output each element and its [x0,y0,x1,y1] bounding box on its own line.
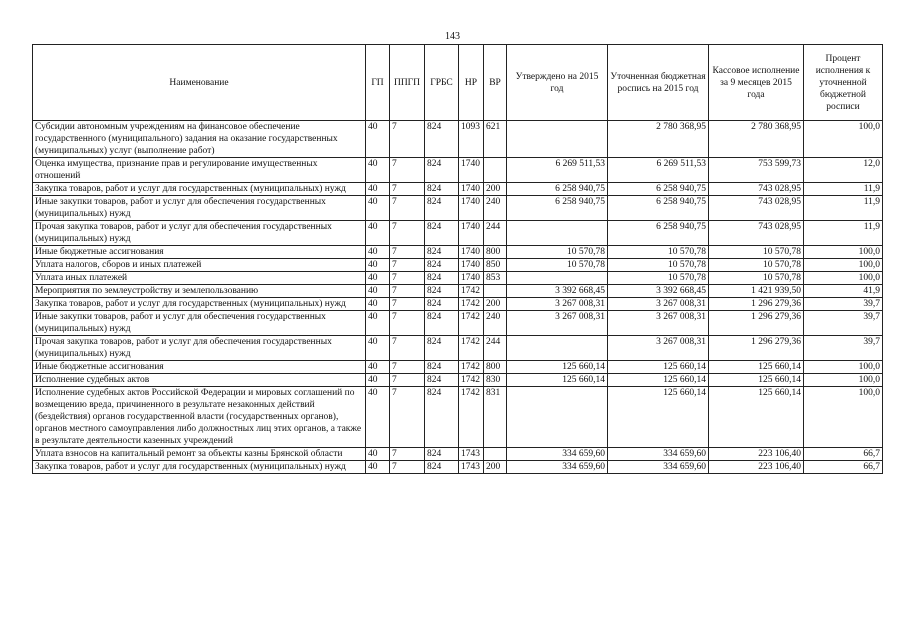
table-row [33,259,883,272]
cell-name: Прочая закупка товаров, работ и услуг для обеспечения государственных (муниципальных) нужд [33,221,366,246]
cell-approved: 125 660,14 [507,374,608,387]
cell-percent: 66,7 [804,461,883,474]
cell-gp: 40 [366,461,390,474]
cell-name: Оценка имущества, признание прав и регулирование имущественных отношений [33,158,366,183]
cell-percent: 100,0 [804,374,883,387]
table-row [33,448,883,461]
table-row [33,196,883,221]
cell-np: 1740 [459,158,484,183]
cell-ppgp: 7 [390,121,425,158]
cell-vr: 800 [484,246,507,259]
cell-np: 1742 [459,298,484,311]
cell-ppgp: 7 [390,336,425,361]
cell-refined: 2 780 368,95 [608,121,709,158]
cell-percent: 66,7 [804,448,883,461]
cell-vr: 800 [484,361,507,374]
table-row [33,361,883,374]
table-row [33,336,883,361]
cell-vr: 244 [484,221,507,246]
cell-grbs: 824 [425,374,459,387]
cell-approved: 6 258 940,75 [507,183,608,196]
cell-cash: 1 296 279,36 [709,336,804,361]
cell-refined: 6 258 940,75 [608,196,709,221]
cell-refined: 334 659,60 [608,448,709,461]
table-row [33,461,883,474]
cell-cash: 1 421 939,50 [709,285,804,298]
cell-vr: 850 [484,259,507,272]
cell-approved: 6 269 511,53 [507,158,608,183]
cell-percent: 39,7 [804,336,883,361]
cell-np: 1740 [459,183,484,196]
cell-ppgp: 7 [390,298,425,311]
cell-gp: 40 [366,246,390,259]
table-row [33,121,883,158]
budget-table [32,44,883,474]
cell-gp: 40 [366,158,390,183]
cell-ppgp: 7 [390,183,425,196]
header-approved: Утверждено на 2015 год [507,45,608,121]
cell-np: 1740 [459,246,484,259]
cell-ppgp: 7 [390,272,425,285]
cell-grbs: 824 [425,461,459,474]
cell-refined: 3 392 668,45 [608,285,709,298]
cell-ppgp: 7 [390,374,425,387]
cell-grbs: 824 [425,336,459,361]
cell-ppgp: 7 [390,196,425,221]
cell-percent: 39,7 [804,298,883,311]
cell-cash: 10 570,78 [709,246,804,259]
table-row [33,311,883,336]
cell-refined: 6 258 940,75 [608,221,709,246]
cell-grbs: 824 [425,121,459,158]
table-row [33,298,883,311]
cell-cash: 743 028,95 [709,196,804,221]
cell-np: 1742 [459,285,484,298]
table-row [33,183,883,196]
cell-refined: 10 570,78 [608,246,709,259]
cell-np: 1742 [459,336,484,361]
cell-percent: 100,0 [804,387,883,448]
cell-cash: 753 599,73 [709,158,804,183]
cell-name: Иные бюджетные ассигнования [33,246,366,259]
cell-np: 1742 [459,374,484,387]
cell-gp: 40 [366,361,390,374]
cell-percent: 100,0 [804,259,883,272]
page-number: 143 [445,31,460,42]
header-gp: ГП [366,45,390,121]
cell-vr: 831 [484,387,507,448]
cell-cash: 1 296 279,36 [709,311,804,336]
cell-percent: 100,0 [804,246,883,259]
cell-cash: 125 660,14 [709,361,804,374]
cell-percent: 41,9 [804,285,883,298]
cell-cash: 10 570,78 [709,272,804,285]
cell-refined: 125 660,14 [608,361,709,374]
table-row [33,221,883,246]
cell-percent: 11,9 [804,196,883,221]
cell-grbs: 824 [425,196,459,221]
cell-name: Прочая закупка товаров, работ и услуг для обеспечения государственных (муниципальных) нужд [33,336,366,361]
header-grbs: ГРБС [425,45,459,121]
cell-gp: 40 [366,183,390,196]
cell-np: 1740 [459,272,484,285]
header-ppgp: ППГП [390,45,425,121]
cell-vr [484,285,507,298]
cell-name: Исполнение судебных актов Российской Федерации и мировых соглашений по возмещению вреда, причиненного в результате незаконных действий (бездействия) органов государственной власти (государственных органов), органов местного самоуправления либо должностных лиц этих органов, а также в результате деятельности казенных учреждений [33,387,366,448]
cell-cash: 743 028,95 [709,183,804,196]
cell-gp: 40 [366,311,390,336]
cell-ppgp: 7 [390,158,425,183]
cell-approved: 334 659,60 [507,448,608,461]
cell-approved: 3 267 008,31 [507,298,608,311]
cell-grbs: 824 [425,246,459,259]
cell-vr: 200 [484,183,507,196]
cell-np: 1743 [459,461,484,474]
cell-percent: 39,7 [804,311,883,336]
cell-np: 1740 [459,196,484,221]
cell-approved [507,121,608,158]
header-name: Наименование [33,45,366,121]
cell-approved: 334 659,60 [507,461,608,474]
cell-ppgp: 7 [390,285,425,298]
cell-refined: 125 660,14 [608,374,709,387]
cell-np: 1742 [459,361,484,374]
cell-ppgp: 7 [390,311,425,336]
table-row [33,285,883,298]
cell-grbs: 824 [425,285,459,298]
cell-ppgp: 7 [390,461,425,474]
cell-grbs: 824 [425,259,459,272]
cell-approved [507,387,608,448]
cell-ppgp: 7 [390,246,425,259]
cell-vr: 621 [484,121,507,158]
cell-np: 1740 [459,221,484,246]
header-np: НР [459,45,484,121]
cell-name: Закупка товаров, работ и услуг для государственных (муниципальных) нужд [33,298,366,311]
cell-ppgp: 7 [390,387,425,448]
cell-gp: 40 [366,259,390,272]
cell-refined: 3 267 008,31 [608,336,709,361]
cell-approved: 3 392 668,45 [507,285,608,298]
cell-vr: 200 [484,298,507,311]
cell-approved: 10 570,78 [507,259,608,272]
cell-refined: 334 659,60 [608,461,709,474]
cell-approved: 6 258 940,75 [507,196,608,221]
cell-vr [484,448,507,461]
cell-cash: 125 660,14 [709,387,804,448]
cell-grbs: 824 [425,387,459,448]
cell-np: 1743 [459,448,484,461]
cell-gp: 40 [366,285,390,298]
cell-name: Уплата взносов на капитальный ремонт за объекты казны Брянской области [33,448,366,461]
cell-cash: 743 028,95 [709,221,804,246]
cell-gp: 40 [366,448,390,461]
cell-name: Иные бюджетные ассигнования [33,361,366,374]
cell-approved: 125 660,14 [507,361,608,374]
cell-cash: 125 660,14 [709,374,804,387]
cell-name: Уплата налогов, сборов и иных платежей [33,259,366,272]
cell-name: Уплата иных платежей [33,272,366,285]
table-row [33,374,883,387]
cell-gp: 40 [366,272,390,285]
cell-approved: 3 267 008,31 [507,311,608,336]
cell-gp: 40 [366,336,390,361]
cell-percent: 100,0 [804,361,883,374]
cell-cash: 223 106,40 [709,461,804,474]
cell-cash: 10 570,78 [709,259,804,272]
cell-name: Закупка товаров, работ и услуг для государственных (муниципальных) нужд [33,183,366,196]
cell-vr: 853 [484,272,507,285]
cell-grbs: 824 [425,272,459,285]
cell-percent: 12,0 [804,158,883,183]
cell-grbs: 824 [425,311,459,336]
cell-ppgp: 7 [390,221,425,246]
table-row [33,246,883,259]
cell-name: Исполнение судебных актов [33,374,366,387]
cell-percent: 11,9 [804,183,883,196]
cell-vr: 240 [484,196,507,221]
cell-name: Субсидии автономным учреждениям на финансовое обеспечение государственного (муниципального) задания на оказание государственных (муниципальных) услуг (выполнение работ) [33,121,366,158]
cell-refined: 125 660,14 [608,387,709,448]
cell-grbs: 824 [425,183,459,196]
cell-vr: 830 [484,374,507,387]
cell-refined: 10 570,78 [608,272,709,285]
cell-gp: 40 [366,387,390,448]
cell-gp: 40 [366,298,390,311]
header-percent: Процент исполнения к уточненной бюджетной росписи [804,45,883,121]
cell-gp: 40 [366,221,390,246]
cell-vr: 244 [484,336,507,361]
table-body [33,121,883,474]
cell-gp: 40 [366,196,390,221]
cell-ppgp: 7 [390,259,425,272]
cell-ppgp: 7 [390,448,425,461]
cell-refined: 3 267 008,31 [608,298,709,311]
cell-approved [507,336,608,361]
header-refined: Уточненная бюджетная роспись на 2015 год [608,45,709,121]
table-row [33,158,883,183]
cell-refined: 3 267 008,31 [608,311,709,336]
cell-approved [507,221,608,246]
header-vr: ВР [484,45,507,121]
cell-vr: 200 [484,461,507,474]
cell-percent: 100,0 [804,121,883,158]
cell-name: Мероприятия по землеустройству и землепользованию [33,285,366,298]
cell-name: Иные закупки товаров, работ и услуг для обеспечения государственных (муниципальных) нужд [33,311,366,336]
cell-cash: 223 106,40 [709,448,804,461]
cell-np: 1093 [459,121,484,158]
cell-vr [484,158,507,183]
table-row [33,272,883,285]
cell-gp: 40 [366,121,390,158]
cell-approved [507,272,608,285]
cell-percent: 11,9 [804,221,883,246]
cell-percent: 100,0 [804,272,883,285]
cell-ppgp: 7 [390,361,425,374]
cell-name: Закупка товаров, работ и услуг для государственных (муниципальных) нужд [33,461,366,474]
header-row [33,45,883,121]
cell-cash: 1 296 279,36 [709,298,804,311]
cell-grbs: 824 [425,448,459,461]
cell-np: 1742 [459,387,484,448]
cell-refined: 6 269 511,53 [608,158,709,183]
cell-cash: 2 780 368,95 [709,121,804,158]
cell-np: 1742 [459,311,484,336]
cell-name: Иные закупки товаров, работ и услуг для обеспечения государственных (муниципальных) нужд [33,196,366,221]
cell-grbs: 824 [425,221,459,246]
header-cash: Кассовое исполнение за 9 месяцев 2015 года [709,45,804,121]
cell-np: 1740 [459,259,484,272]
cell-vr: 240 [484,311,507,336]
cell-approved: 10 570,78 [507,246,608,259]
cell-grbs: 824 [425,158,459,183]
table-row [33,387,883,448]
cell-grbs: 824 [425,298,459,311]
cell-grbs: 824 [425,361,459,374]
cell-refined: 6 258 940,75 [608,183,709,196]
cell-refined: 10 570,78 [608,259,709,272]
cell-gp: 40 [366,374,390,387]
